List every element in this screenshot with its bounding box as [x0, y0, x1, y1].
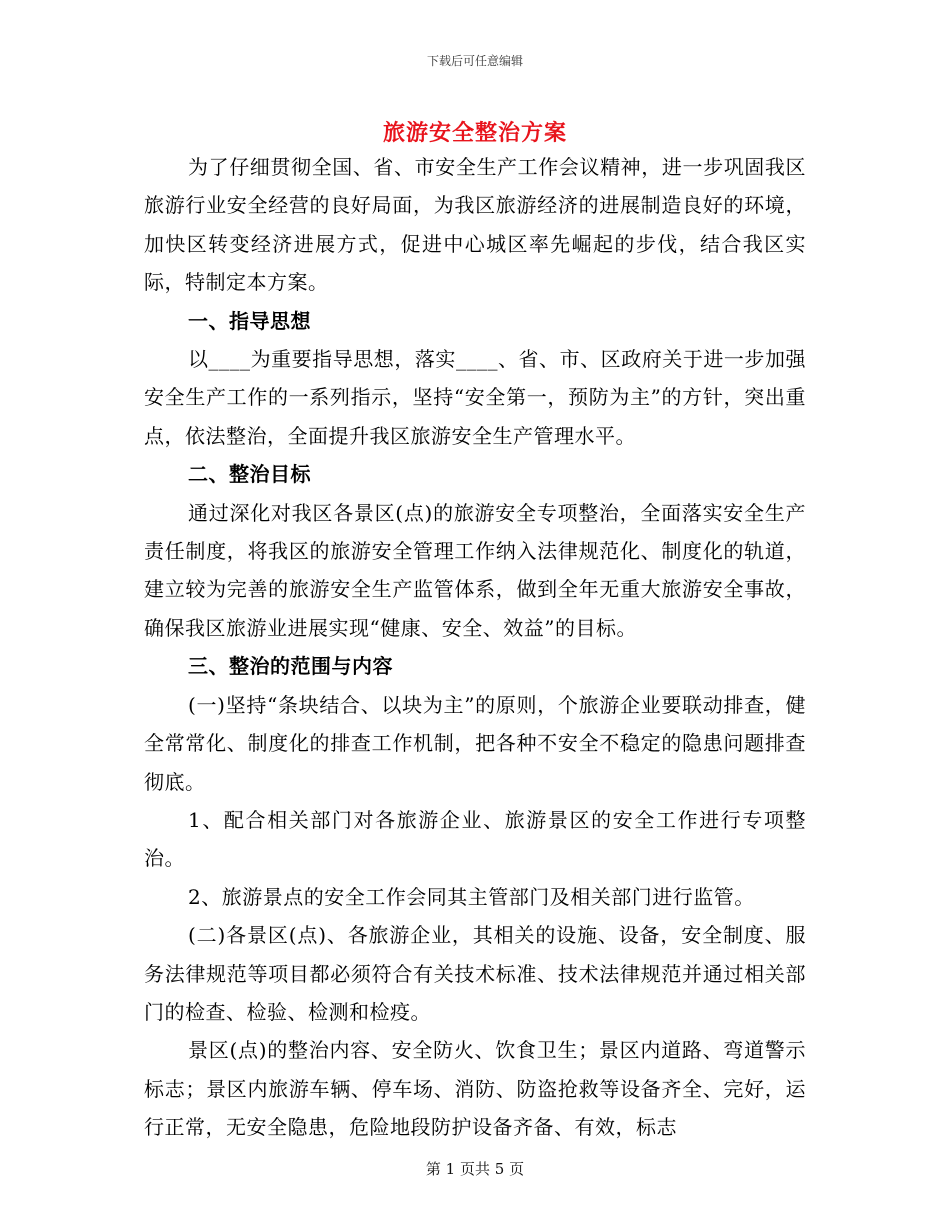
- paragraph-item-1: 1、配合相关部门对各旅游企业、旅游景区的安全工作进行专项整治。: [144, 807, 806, 871]
- document-body: [144, 148, 806, 1147]
- paragraph-guiding-ideology: 以____为重要指导思想，落实____、省、市、区政府关于进一步加强安全生产工作的一系列指示，坚持“安全第一，预防为主”的方针，突出重点，依法整治，全面提升我区旅游安全生产管理水平。: [144, 347, 806, 448]
- header-note: 下载后可任意编辑: [426, 54, 523, 68]
- section-heading-goals: 二、整治目标: [188, 462, 311, 487]
- document-title: 旅游安全整治方案: [382, 120, 567, 146]
- paragraph-item-2: 2、旅游景点的安全工作会同其主管部门及相关部门进行监管。: [188, 884, 755, 909]
- section-heading-guiding-ideology: 一、指导思想: [188, 308, 311, 333]
- paragraph-goals: 通过深化对我区各景区(点)的旅游安全专项整治，全面落实安全生产责任制度，将我区的旅游安全管理工作纳入法律规范化、制度化的轨道，建立较为完善的旅游安全生产监管体系，做到全年无重大旅游安全事故，确保我区旅游业进展实现“健康、安全、效益”的目标。: [144, 500, 806, 640]
- paragraph-scenic-content: 景区(点)的整治内容、安全防火、饮食卫生；景区内道路、弯道警示标志；景区内旅游车辆、停车场、消防、防盗抢救等设备齐全、完好，运行正常，无安全隐患，危险地段防护设备齐备、有效，标志: [144, 1038, 806, 1140]
- page-number-footer: 第 1 页共 5 页: [425, 1160, 525, 1178]
- paragraph-scope-1: (一)坚持“条块结合、以块为主”的原则，个旅游企业要联动排查，健全常常化、制度化的排查工作机制，把各种不安全不稳定的隐患问题排查彻底。: [144, 692, 806, 794]
- paragraph-scope-2: (二)各景区(点)、各旅游企业，其相关的设施、设备，安全制度、服务法律规范等项目都必须符合有关技术标准、技术法律规范并通过相关部门的检查、检验、检测和检疫。: [144, 923, 806, 1024]
- paragraph-intro: 为了仔细贯彻全国、省、市安全生产工作会议精神，进一步巩固我区旅游行业安全经营的良好局面，为我区旅游经济的进展制造良好的环境，加快区转变经济进展方式，促进中心城区率先崛起的步伐，结合我区实际，特制定本方案。: [144, 155, 806, 295]
- section-heading-scope: 三、整治的范围与内容: [188, 654, 393, 679]
